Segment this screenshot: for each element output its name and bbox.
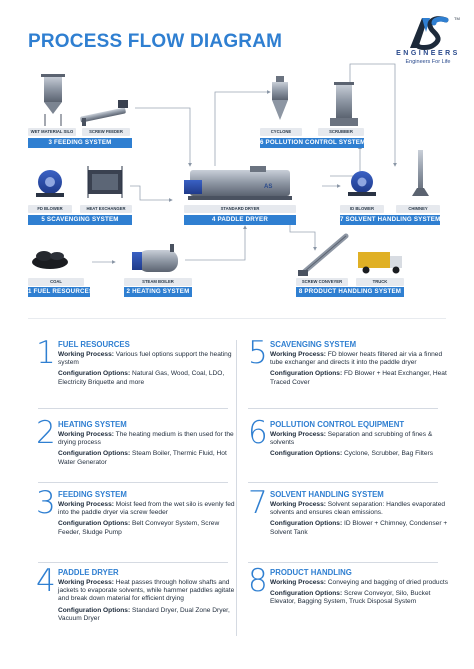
card-title: SOLVENT HANDLING SYSTEM: [270, 490, 384, 499]
card-number: 8: [248, 563, 268, 599]
card-configuration-options: Configuration Options: Standard Dryer, Dual Zone Dryer, Vacuum Dryer: [58, 606, 230, 622]
row-separator: [38, 562, 228, 563]
card-configuration-options: Configuration Options: Screw Conveyor, Silo, Bucket Elevator, Bagging System, Truck Disposal System: [270, 590, 431, 606]
card-working-process: Working Process: Heat passes through hollow shafts and jackets to evaporate solvents, while hammer paddles agitate and break down material for efficient drying: [58, 579, 235, 603]
logo-brand: ENGINEERS: [396, 50, 460, 57]
card-number: 1: [36, 335, 56, 371]
card-title: FEEDING SYSTEM: [58, 490, 127, 499]
label-steam-boiler: STEAM BOILER: [124, 278, 192, 286]
label-fd-blower: FD BLOWER: [28, 205, 72, 213]
card-number: 5: [248, 335, 268, 371]
card-configuration-options: Configuration Options: Belt Conveyor System, Screw Feeder, Sludge Pump: [58, 520, 220, 536]
logo-tagline: Engineers For Life: [405, 59, 451, 65]
card-number: 7: [248, 485, 268, 521]
row-separator: [38, 408, 228, 409]
row-separator: [248, 562, 438, 563]
chimney-icon: [412, 150, 429, 196]
card-working-process: Working Process: FD blower heats filtered air via a finned tube exchanger and directs it into the paddle dryer: [270, 351, 443, 367]
cyclone-icon: [272, 76, 288, 120]
system-fuel-resources: 1 FUEL RESOURCES: [28, 288, 94, 295]
card-title: POLLUTION CONTROL EQUIPMENT: [270, 420, 405, 429]
card-configuration-options: Configuration Options: ID Blower + Chimney, Condenser + Solvent Tank: [270, 520, 448, 536]
truck-icon: [358, 252, 402, 274]
heat-exchanger-icon: [88, 166, 122, 198]
card-working-process: Working Process: Separation and scrubbing of fines & solvents: [270, 431, 433, 447]
wet-material-silo-icon: [41, 74, 65, 126]
row-separator: [248, 408, 438, 409]
standard-dryer-icon: [184, 166, 292, 200]
card-configuration-options: Configuration Options: Steam Boiler, Thermic Fluid, Hot Water Generator: [58, 450, 227, 466]
system-solvent-handling: 7 SOLVENT HANDLING SYSTEM: [340, 216, 441, 223]
label-truck: TRUCK: [356, 278, 404, 286]
screw-conveyer-icon: [298, 236, 346, 276]
screw-feeder-icon: [80, 100, 128, 126]
label-heat-exchanger: HEAT EXCHANGER: [80, 205, 132, 213]
system-heating: 2 HEATING SYSTEM: [124, 287, 192, 297]
page-title: PROCESS FLOW DIAGRAM: [28, 31, 283, 52]
svg-text:AS: AS: [264, 184, 273, 190]
label-scrubber: SCRUBBER: [318, 128, 364, 136]
label-wet-material-silo: WET MATERIAL SILO: [28, 128, 76, 136]
card-working-process: Working Process: Various fuel options support the heating system: [58, 351, 232, 367]
system-pollution-control: 6 POLLUTION CONTROL SYSTEM: [260, 139, 366, 146]
label-screw-feeder: SCREW FEEDER: [82, 128, 130, 136]
label-screw-conveyer: SCREW CONVEYER: [296, 278, 348, 286]
card-number: 4: [36, 563, 56, 599]
card-number: 6: [248, 415, 268, 451]
system-paddle-dryer: 4 PADDLE DRYER: [184, 215, 296, 225]
trademark-mark: TM: [454, 16, 460, 21]
label-chimney: CHIMNEY: [396, 205, 440, 213]
label-cyclone: CYCLONE: [260, 128, 302, 136]
card-number: 2: [36, 415, 56, 451]
card-working-process: Working Process: The heating medium is then used for the drying process: [58, 431, 234, 447]
card-working-process: Working Process: Conveying and bagging of dried products: [270, 579, 449, 586]
system-product-handling: 8 PRODUCT HANDLING SYSTEM: [296, 287, 404, 297]
card-configuration-options: Configuration Options: Natural Gas, Wood, Coal, LDO, Electricity Briquette and more: [58, 370, 225, 386]
card-configuration-options: Configuration Options: FD Blower + Heat Exchanger, Heat Traced Cover: [270, 370, 447, 386]
steam-boiler-icon: [132, 244, 178, 272]
label-standard-dryer: STANDARD DRYER: [184, 205, 296, 213]
id-blower-icon: [348, 171, 376, 196]
card-title: FUEL RESOURCES: [58, 340, 130, 349]
system-scavenging: 5 SCAVENGING SYSTEM: [28, 215, 132, 225]
card-working-process: Working Process: Moist feed from the wet silo is evenly fed into the paddle dryer via screw feeder: [58, 501, 235, 517]
row-separator: [38, 482, 228, 483]
row-separator: [248, 482, 438, 483]
coal-icon: [32, 251, 68, 269]
card-working-process: Working Process: Solvent separation: Handles evaporated solvents and ensures clean emissions.: [270, 501, 446, 517]
label-coal: COAL: [28, 278, 84, 286]
card-number: 3: [36, 485, 56, 521]
scrubber-icon: [330, 82, 358, 126]
fd-blower-icon: [36, 170, 64, 197]
card-title: HEATING SYSTEM: [58, 420, 127, 429]
process-flow-diagram: [0, 0, 474, 310]
card-title: PADDLE DRYER: [58, 568, 119, 577]
label-id-blower: ID BLOWER: [340, 205, 384, 213]
card-title: PRODUCT HANDLING: [270, 568, 352, 577]
card-title: SCAVENGING SYSTEM: [270, 340, 357, 349]
card-configuration-options: Configuration Options: Cyclone, Scrubber, Bag Filters: [270, 450, 434, 458]
system-feeding: 3 FEEDING SYSTEM: [28, 138, 132, 148]
section-divider: [28, 318, 446, 319]
